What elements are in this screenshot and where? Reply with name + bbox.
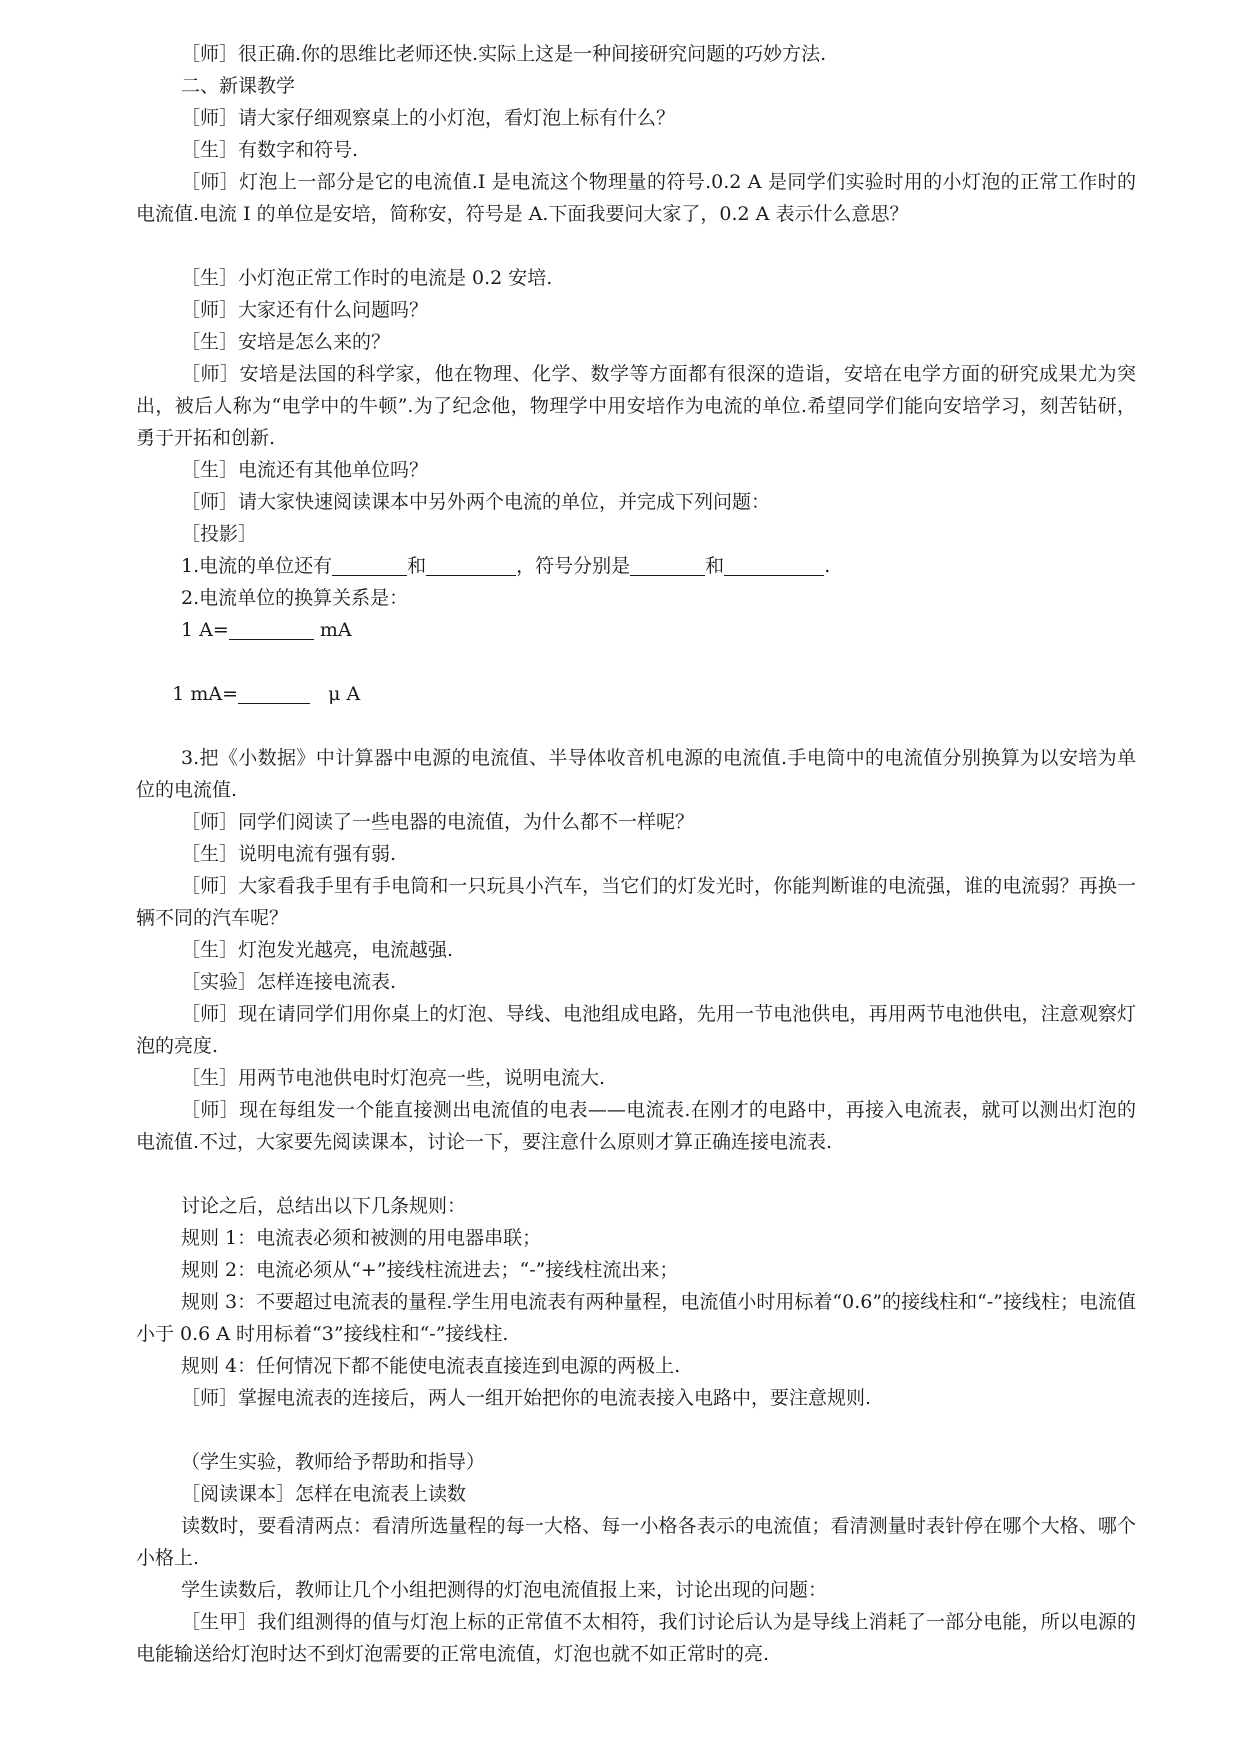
question-3: 3.把《小数据》中计算器中电源的电流值、半导体收音机电源的电流值.手电筒中的电流值分别换算为以安培为单位的电流值. [136,747,1136,801]
paragraph-student-current: ［生］小灯泡正常工作时的电流是 0.2 安培. [181,267,553,289]
answer-blank[interactable] [238,681,310,704]
paragraph-student-battery: ［生］用两节电池供电时灯泡亮一些，说明电流大. [181,1067,606,1089]
paragraph-teacher-why: ［师］同学们阅读了一些电器的电流值，为什么都不一样呢？ [181,811,695,833]
label-projection: ［投影］ [181,523,258,545]
paragraph-student-ampere: ［生］安培是怎么来的？ [181,331,391,353]
paragraph-teacher-question: ［师］大家还有什么问题吗？ [181,299,429,321]
paragraph-read-textbook: ［阅读课本］怎样在电流表上读数 [181,1483,467,1505]
rule-2: 规则 2：电流必须从“+”接线柱流进去；“-”接线柱流出来； [181,1259,679,1281]
paragraph-teacher-circuit: ［师］现在请同学们用你桌上的灯泡、导线、电池组成电路，先用一节电池供电，再用两节电池供电，注意观察灯泡的亮度. [136,1003,1136,1057]
rule-1: 规则 1：电流表必须和被测的用电器串联； [181,1227,542,1249]
conversion-ma-to-ua: 1 mA= μ A [172,683,361,705]
rule-3: 规则 3：不要超过电流表的量程.学生用电流表有两种量程，电流值小时用标着“0.6”的接线柱和“-”接线柱；电流值小于 0.6 A 时用标着“3”接线柱和“-”接线柱. [136,1291,1136,1345]
paragraph-student-strength: ［生］说明电流有强有弱. [181,843,397,865]
answer-blank[interactable] [630,553,705,576]
blank-line [136,1158,1136,1190]
paragraph-teacher-connect: ［师］掌握电流表的连接后，两人一组开始把你的电流表接入电路中，要注意规则. [181,1387,872,1409]
paragraph-student-units: ［生］电流还有其他单位吗？ [181,459,429,481]
paragraph-student-experiment: （学生实验，教师给予帮助和指导） [181,1451,486,1473]
paragraph-teacher-ampere: ［师］安培是法国的科学家，他在物理、化学、数学等方面都有很深的造诣，安培在电学方面的研究成果尤为突出，被后人称为“电学中的牛顿”.为了纪念他，物理学中用安培作为电流的单位.希望同学们能向安培学习，刻苦钻研，勇于开拓和创新. [136,363,1136,449]
blank-line [136,230,1136,262]
answer-blank[interactable] [332,553,407,576]
section-heading-new-lesson: 二、新课教学 [181,75,296,97]
paragraph-student-answer: ［生］有数字和符号. [181,139,359,161]
document-body [136,38,1136,1670]
answer-blank[interactable] [229,617,314,640]
question-2: 2.电流单位的换算关系是： [181,587,409,609]
paragraph-reading-tips: 读数时，要看清两点：看清所选量程的每一大格、每一小格各表示的电流值；看清测量时表针停在哪个大格、哪个小格上. [136,1515,1136,1569]
paragraph-teacher-observe: ［师］请大家仔细观察桌上的小灯泡，看灯泡上标有什么？ [181,107,676,129]
paragraph-report: 学生读数后，教师让几个小组把测得的灯泡电流值报上来，讨论出现的问题： [181,1579,828,1601]
paragraph-teacher-read: ［师］请大家快速阅读课本中另外两个电流的单位，并完成下列问题： [181,491,771,513]
paragraph-discussion: 讨论之后，总结出以下几条规则： [181,1195,467,1217]
blank-line [136,1414,1136,1446]
answer-blank[interactable] [426,553,516,576]
paragraph-teacher-praise: ［师］很正确.你的思维比老师还快.实际上这是一种间接研究问题的巧妙方法. [181,43,827,65]
paragraph-teacher-flashlight: ［师］大家看我手里有手电筒和一只玩具小汽车，当它们的灯发光时，你能判断谁的电流强，谁的电流弱？再换一辆不同的汽车呢？ [136,875,1136,929]
paragraph-student-a: ［生甲］我们组测得的值与灯泡上标的正常值不太相符，我们讨论后认为是导线上消耗了一部分电能，所以电源的电能输送给灯泡时达不到灯泡需要的正常电流值，灯泡也就不如正常时的亮. [136,1611,1136,1665]
answer-blank[interactable] [724,553,824,576]
rule-4: 规则 4：任何情况下都不能使电流表直接连到电源的两极上. [181,1355,681,1377]
paragraph-teacher-ammeter: ［师］现在每组发一个能直接测出电流值的电表——电流表.在刚才的电路中，再接入电流表，就可以测出灯泡的电流值.不过，大家要先阅读课本，讨论一下，要注意什么原则才算正确连接电流表. [136,1099,1136,1153]
paragraph-experiment: ［实验］怎样连接电流表. [181,971,397,993]
conversion-a-to-ma: 1 A= mA [181,619,352,641]
paragraph-teacher-current: ［师］灯泡上一部分是它的电流值.I 是电流这个物理量的符号.0.2 A 是同学们实验时用的小灯泡的正常工作时的电流值.电流 I 的单位是安培，简称安，符号是 A.下面我要问大家了，0.2 A 表示什么意思？ [136,171,1136,225]
question-1: 1.电流的单位还有 和 ，符号分别是 和 . [181,555,831,577]
paragraph-student-brightness: ［生］灯泡发光越亮，电流越强. [181,939,454,961]
